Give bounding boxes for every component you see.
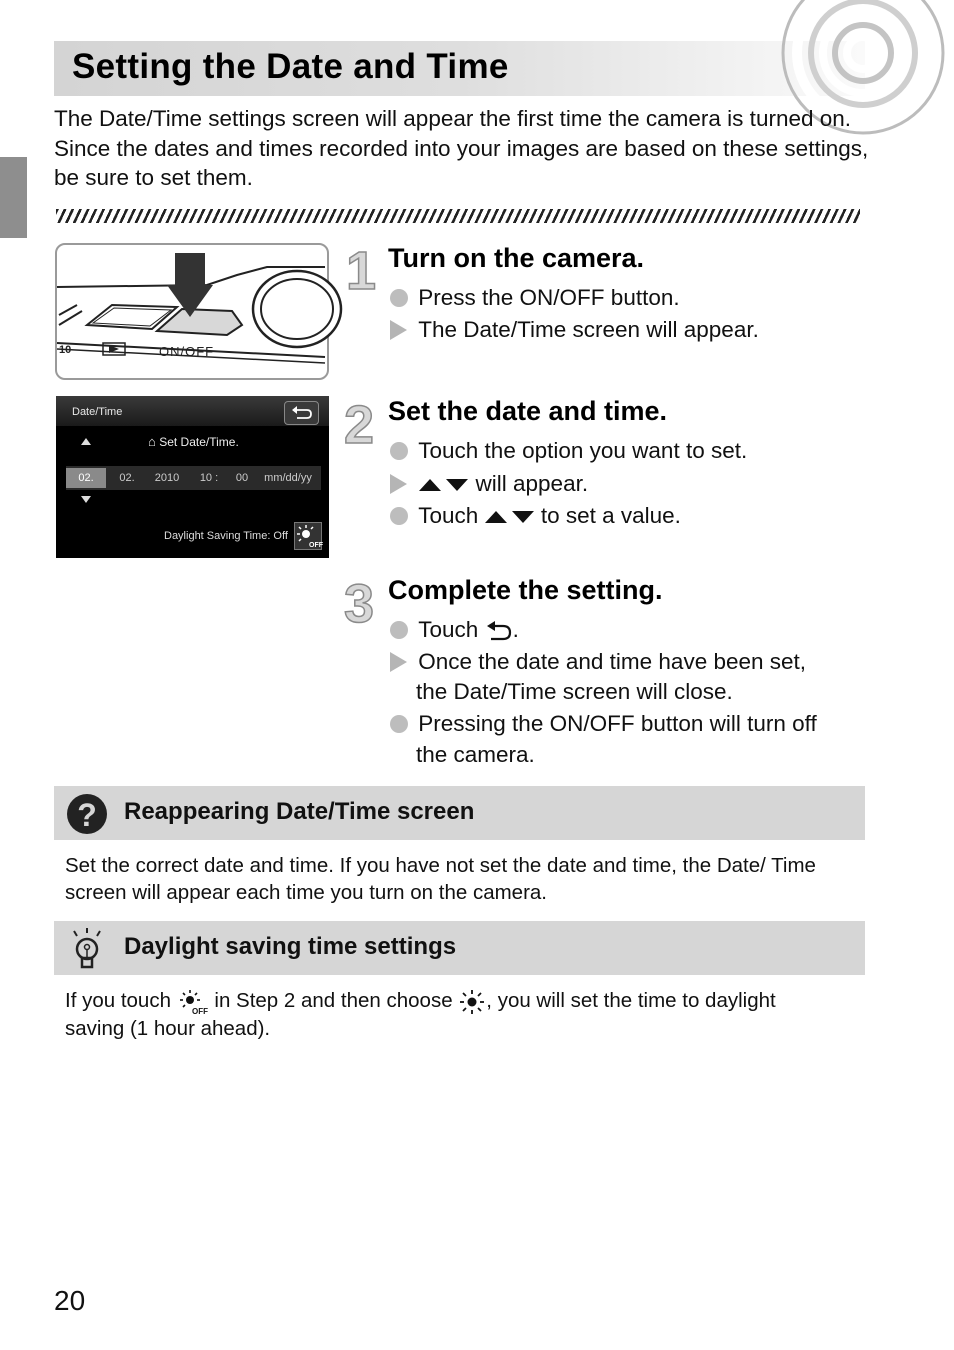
result-arrow-icon xyxy=(390,652,407,672)
step-2-line-1-text: Touch the option you want to set. xyxy=(418,438,748,463)
lcd-subtitle xyxy=(148,434,239,449)
step-3-line-2-text: Once the date and time have been set, xyxy=(418,649,807,674)
step-2-line-3 xyxy=(390,503,681,529)
bullet-icon xyxy=(390,715,408,733)
section-reappearing-header xyxy=(54,786,865,840)
up-down-arrows-icon xyxy=(419,477,469,493)
section-reappearing-title: Reappearing Date/Time screen xyxy=(124,798,475,825)
step-1-line-2 xyxy=(390,317,759,343)
daylight-text-part-4: saving (1 hour ahead). xyxy=(65,1016,271,1040)
lcd-subtitle-text: Set Date/Time. xyxy=(159,435,239,449)
step-1-number: 1 xyxy=(346,241,377,301)
step-3-line-1-text-b: . xyxy=(512,617,519,642)
lcd-field-format[interactable]: mm/dd/yy xyxy=(264,472,312,484)
camera-top-illustration xyxy=(55,243,329,380)
lcd-field-minute[interactable]: 00 xyxy=(235,472,249,484)
step-2-line-3-text-b: to set a value. xyxy=(534,503,681,528)
step-3-line-1 xyxy=(390,617,519,643)
question-icon xyxy=(66,793,108,835)
lcd-field-hour[interactable]: 10 : xyxy=(199,472,219,484)
step-2-title: Set the date and time. xyxy=(388,396,668,426)
lcd-header: Date/Time xyxy=(72,406,123,418)
step-2-line-2 xyxy=(390,471,588,497)
step-1-line-1 xyxy=(390,285,680,311)
step-1-line-1-text: Press the ON/OFF button. xyxy=(418,285,680,310)
section-daylight-header xyxy=(54,921,865,975)
bullet-icon xyxy=(390,507,408,525)
on-off-label: ON/OFF xyxy=(159,344,215,359)
bullet-icon xyxy=(390,621,408,639)
return-icon xyxy=(485,620,513,642)
page-number: 20 xyxy=(54,1285,86,1316)
sun-off-icon-text: OFF xyxy=(309,542,323,549)
step-2-number: 2 xyxy=(344,395,375,455)
step-3-line-1-text-a: Touch xyxy=(418,617,485,642)
up-down-arrows-icon xyxy=(485,509,535,525)
lcd-down-arrow-icon xyxy=(81,496,91,504)
step-2-line-2-text: will appear. xyxy=(469,471,589,496)
lcd-field-month[interactable]: 02. xyxy=(66,468,106,488)
step-3-title: Complete the setting. xyxy=(388,575,663,605)
step-3-line-2 xyxy=(390,649,806,675)
svg-text:?: ? xyxy=(77,797,97,833)
lcd-back-button[interactable] xyxy=(284,401,319,425)
step-3-line-5: the camera. xyxy=(416,742,535,767)
step-3-line-4 xyxy=(390,711,817,737)
section-daylight-text xyxy=(65,987,865,1042)
lcd-up-arrow-icon xyxy=(81,438,91,446)
step-3-line-4-text: Pressing the ON/OFF button will turn off xyxy=(418,711,817,736)
date-time-screen-illustration xyxy=(56,396,329,558)
sun-off-icon xyxy=(177,989,209,1015)
section-daylight-title: Daylight saving time settings xyxy=(124,933,457,960)
sun-icon xyxy=(458,989,486,1015)
daylight-text-part-1: If you touch xyxy=(65,989,177,1012)
step-3-line-3: the Date/Time screen will close. xyxy=(416,679,733,704)
sun-off-icon xyxy=(295,523,321,549)
daylight-text-part-2: in Step 2 and then choose xyxy=(208,989,459,1012)
title-banner xyxy=(54,41,865,96)
hatched-divider xyxy=(56,209,860,223)
svg-text:10: 10 xyxy=(59,344,72,356)
lcd-field-year[interactable]: 2010 xyxy=(154,472,180,484)
lcd-field-day[interactable]: 02. xyxy=(119,472,135,484)
intro-text: The Date/Time settings screen will appear the first time the camera is turned on. Since the dates and times recorded into your images are based on these settings, be sure to set them. xyxy=(54,106,869,190)
step-1-line-2-text: The Date/Time screen will appear. xyxy=(418,317,759,342)
sun-off-icon-text: OFF xyxy=(191,1006,208,1016)
result-arrow-icon xyxy=(390,474,407,494)
step-2-line-3-text-a: Touch xyxy=(418,503,485,528)
section-reappearing-text: Set the correct date and time. If you have not set the date and time, the Date/ Time screen will appear each time you turn on the camera. xyxy=(65,854,816,904)
bullet-icon xyxy=(390,289,408,307)
daylight-text-part-3: , you will set the time to daylight xyxy=(486,989,776,1012)
step-3-number: 3 xyxy=(344,574,375,634)
home-icon: ⌂ xyxy=(148,434,156,449)
step-1-title: Turn on the camera. xyxy=(388,243,645,273)
result-arrow-icon xyxy=(390,320,407,340)
chapter-side-tab xyxy=(0,157,27,238)
lcd-dst-label: Daylight Saving Time: Off xyxy=(164,530,288,542)
lcd-dst-button[interactable] xyxy=(294,522,322,550)
bullet-icon xyxy=(390,442,408,460)
lightbulb-icon xyxy=(70,927,104,971)
return-icon xyxy=(285,402,318,424)
decorative-circles-icon xyxy=(745,41,865,96)
page-title: Setting the Date and Time xyxy=(72,47,509,86)
step-2-line-1 xyxy=(390,438,747,464)
